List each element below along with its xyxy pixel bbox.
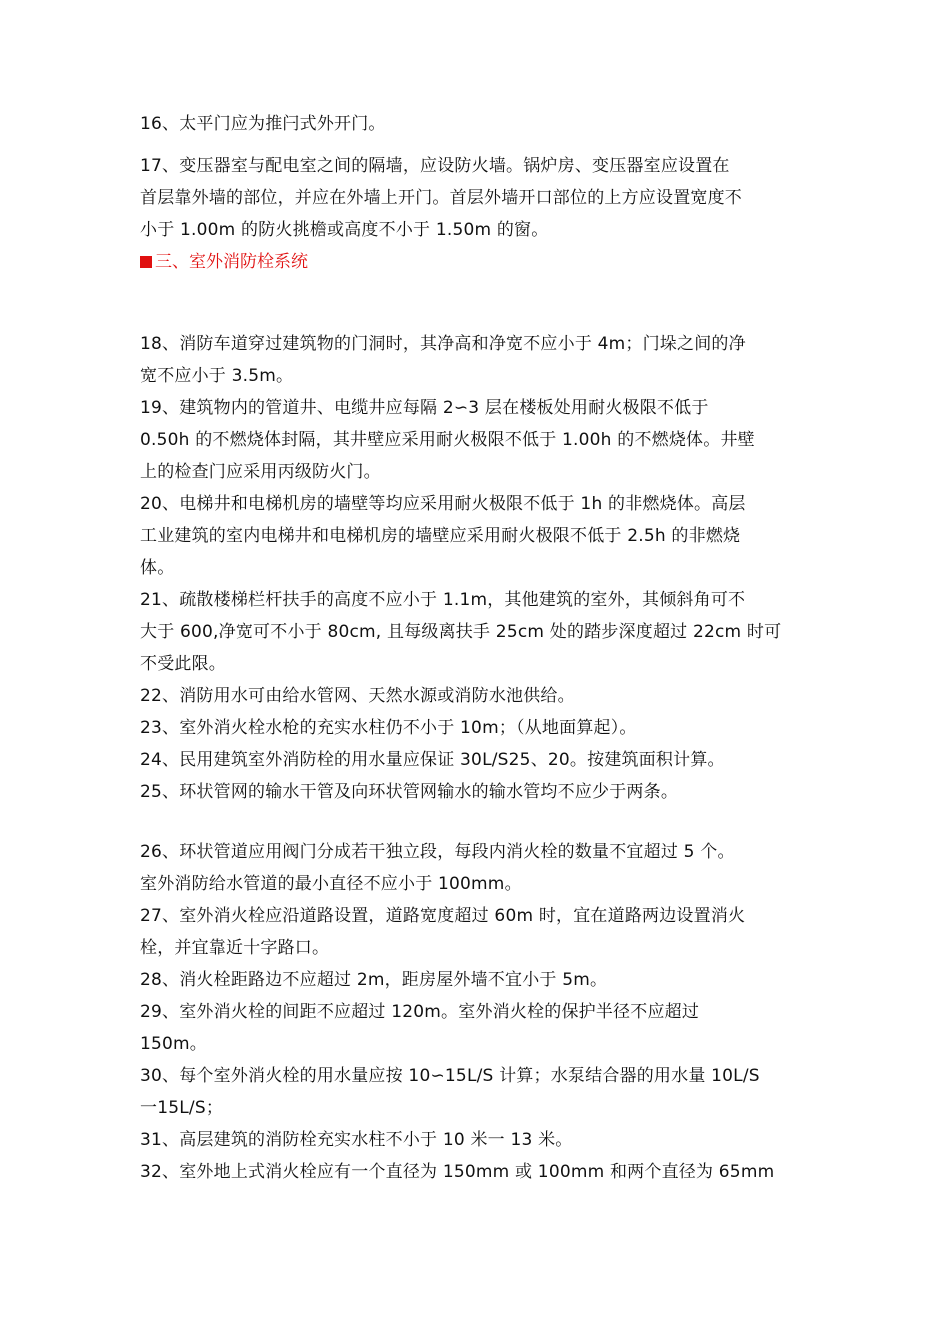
item-22: 22、消防用水可由给水管网、天然水源或消防水池供给。 (140, 686, 575, 706)
section-heading (140, 246, 812, 278)
item-29-line-1: 29、室外消火栓的间距不应超过 120m。室外消火栓的保护半径不应超过 (140, 1002, 700, 1022)
document-page (140, 108, 812, 1188)
item-21-line-1: 21、疏散楼梯栏杆扶手的高度不应小于 1.1m，其他建筑的室外，其倾斜角可不 (140, 590, 746, 610)
item-27-line-1: 27、室外消火栓应沿道路设置，道路宽度超过 60m 时，宜在道路两边设置消火 (140, 906, 746, 926)
item-30-line-2: 一15L/S； (140, 1098, 224, 1118)
item-29 (140, 996, 812, 1060)
item-26-line-1: 26、环状管道应用阀门分成若干独立段，每段内消火栓的数量不宜超过 5 个。 (140, 842, 735, 862)
item-30-line-1: 30、每个室外消火栓的用水量应按 10∽15L/S 计算；水泵结合器的用水量 10L/S (140, 1066, 760, 1086)
item-28: 28、消火栓距路边不应超过 2m，距房屋外墙不宜小于 5m。 (140, 970, 608, 990)
item-20-line-1: 20、电梯井和电梯机房的墙壁等均应采用耐火极限不低于 1h 的非燃烧体。高层 (140, 494, 746, 514)
item-21-line-2: 大于 600,净宽可不小于 80cm, 且每级离扶手 25cm 处的踏步深度超过 22cm 时可 (140, 622, 782, 642)
item-30 (140, 1060, 812, 1124)
item-17 (140, 150, 812, 246)
item-20 (140, 488, 812, 584)
item-26 (140, 836, 812, 900)
item-19-line-3: 上的检查门应采用丙级防火门。 (140, 462, 381, 482)
item-18-line-1: 18、消防车道穿过建筑物的门洞时，其净高和净宽不应小于 4m；门垛之间的净 (140, 334, 746, 354)
item-18-line-2: 宽不应小于 3.5m。 (140, 366, 294, 386)
item-25: 25、环状管网的输水干管及向环状管网输水的输水管均不应少于两条。 (140, 782, 679, 802)
item-32: 32、室外地上式消火栓应有一个直径为 150mm 或 100mm 和两个直径为 65mm (140, 1162, 775, 1182)
item-26-line-2: 室外消防给水管道的最小直径不应小于 100mm。 (140, 874, 522, 894)
item-21-line-3: 不受此限。 (140, 654, 226, 674)
spacer (140, 278, 812, 328)
section-heading-text: 三、室外消防栓系统 (155, 252, 308, 272)
item-24: 24、民用建筑室外消防栓的用水量应保证 30L/S25、20。按建筑面积计算。 (140, 750, 725, 770)
item-31: 31、高层建筑的消防栓充实水柱不小于 10 米一 13 米。 (140, 1130, 573, 1150)
item-19 (140, 392, 812, 488)
item-27 (140, 900, 812, 964)
item-16: 16、太平门应为推闩式外开门。 (140, 114, 386, 134)
spacer (140, 808, 812, 836)
item-20-line-3: 体。 (140, 558, 175, 578)
item-19-line-2: 0.50h 的不燃烧体封隔，其井壁应采用耐火极限不低于 1.00h 的不燃烧体。井壁 (140, 430, 755, 450)
item-20-line-2: 工业建筑的室内电梯井和电梯机房的墙壁应采用耐火极限不低于 2.5h 的非燃烧 (140, 526, 741, 546)
spacer (140, 140, 812, 150)
item-17-line-2: 首层靠外墙的部位，并应在外墙上开门。首层外墙开口部位的上方应设置宽度不 (140, 188, 742, 208)
item-29-line-2: 150m。 (140, 1034, 208, 1054)
item-17-line-1: 17、变压器室与配电室之间的隔墙，应设防火墙。锅炉房、变压器室应设置在 (140, 156, 730, 176)
red-square-icon (140, 256, 152, 268)
item-27-line-2: 栓，并宜靠近十字路口。 (140, 938, 330, 958)
item-17-line-3: 小于 1.00m 的防火挑檐或高度不小于 1.50m 的窗。 (140, 220, 549, 240)
item-21 (140, 584, 812, 680)
item-23: 23、室外消火栓水枪的充实水柱仍不小于 10m；（从地面算起）。 (140, 718, 637, 738)
item-19-line-1: 19、建筑物内的管道井、电缆井应每隔 2∽3 层在楼板处用耐火极限不低于 (140, 398, 709, 418)
item-18 (140, 328, 812, 392)
